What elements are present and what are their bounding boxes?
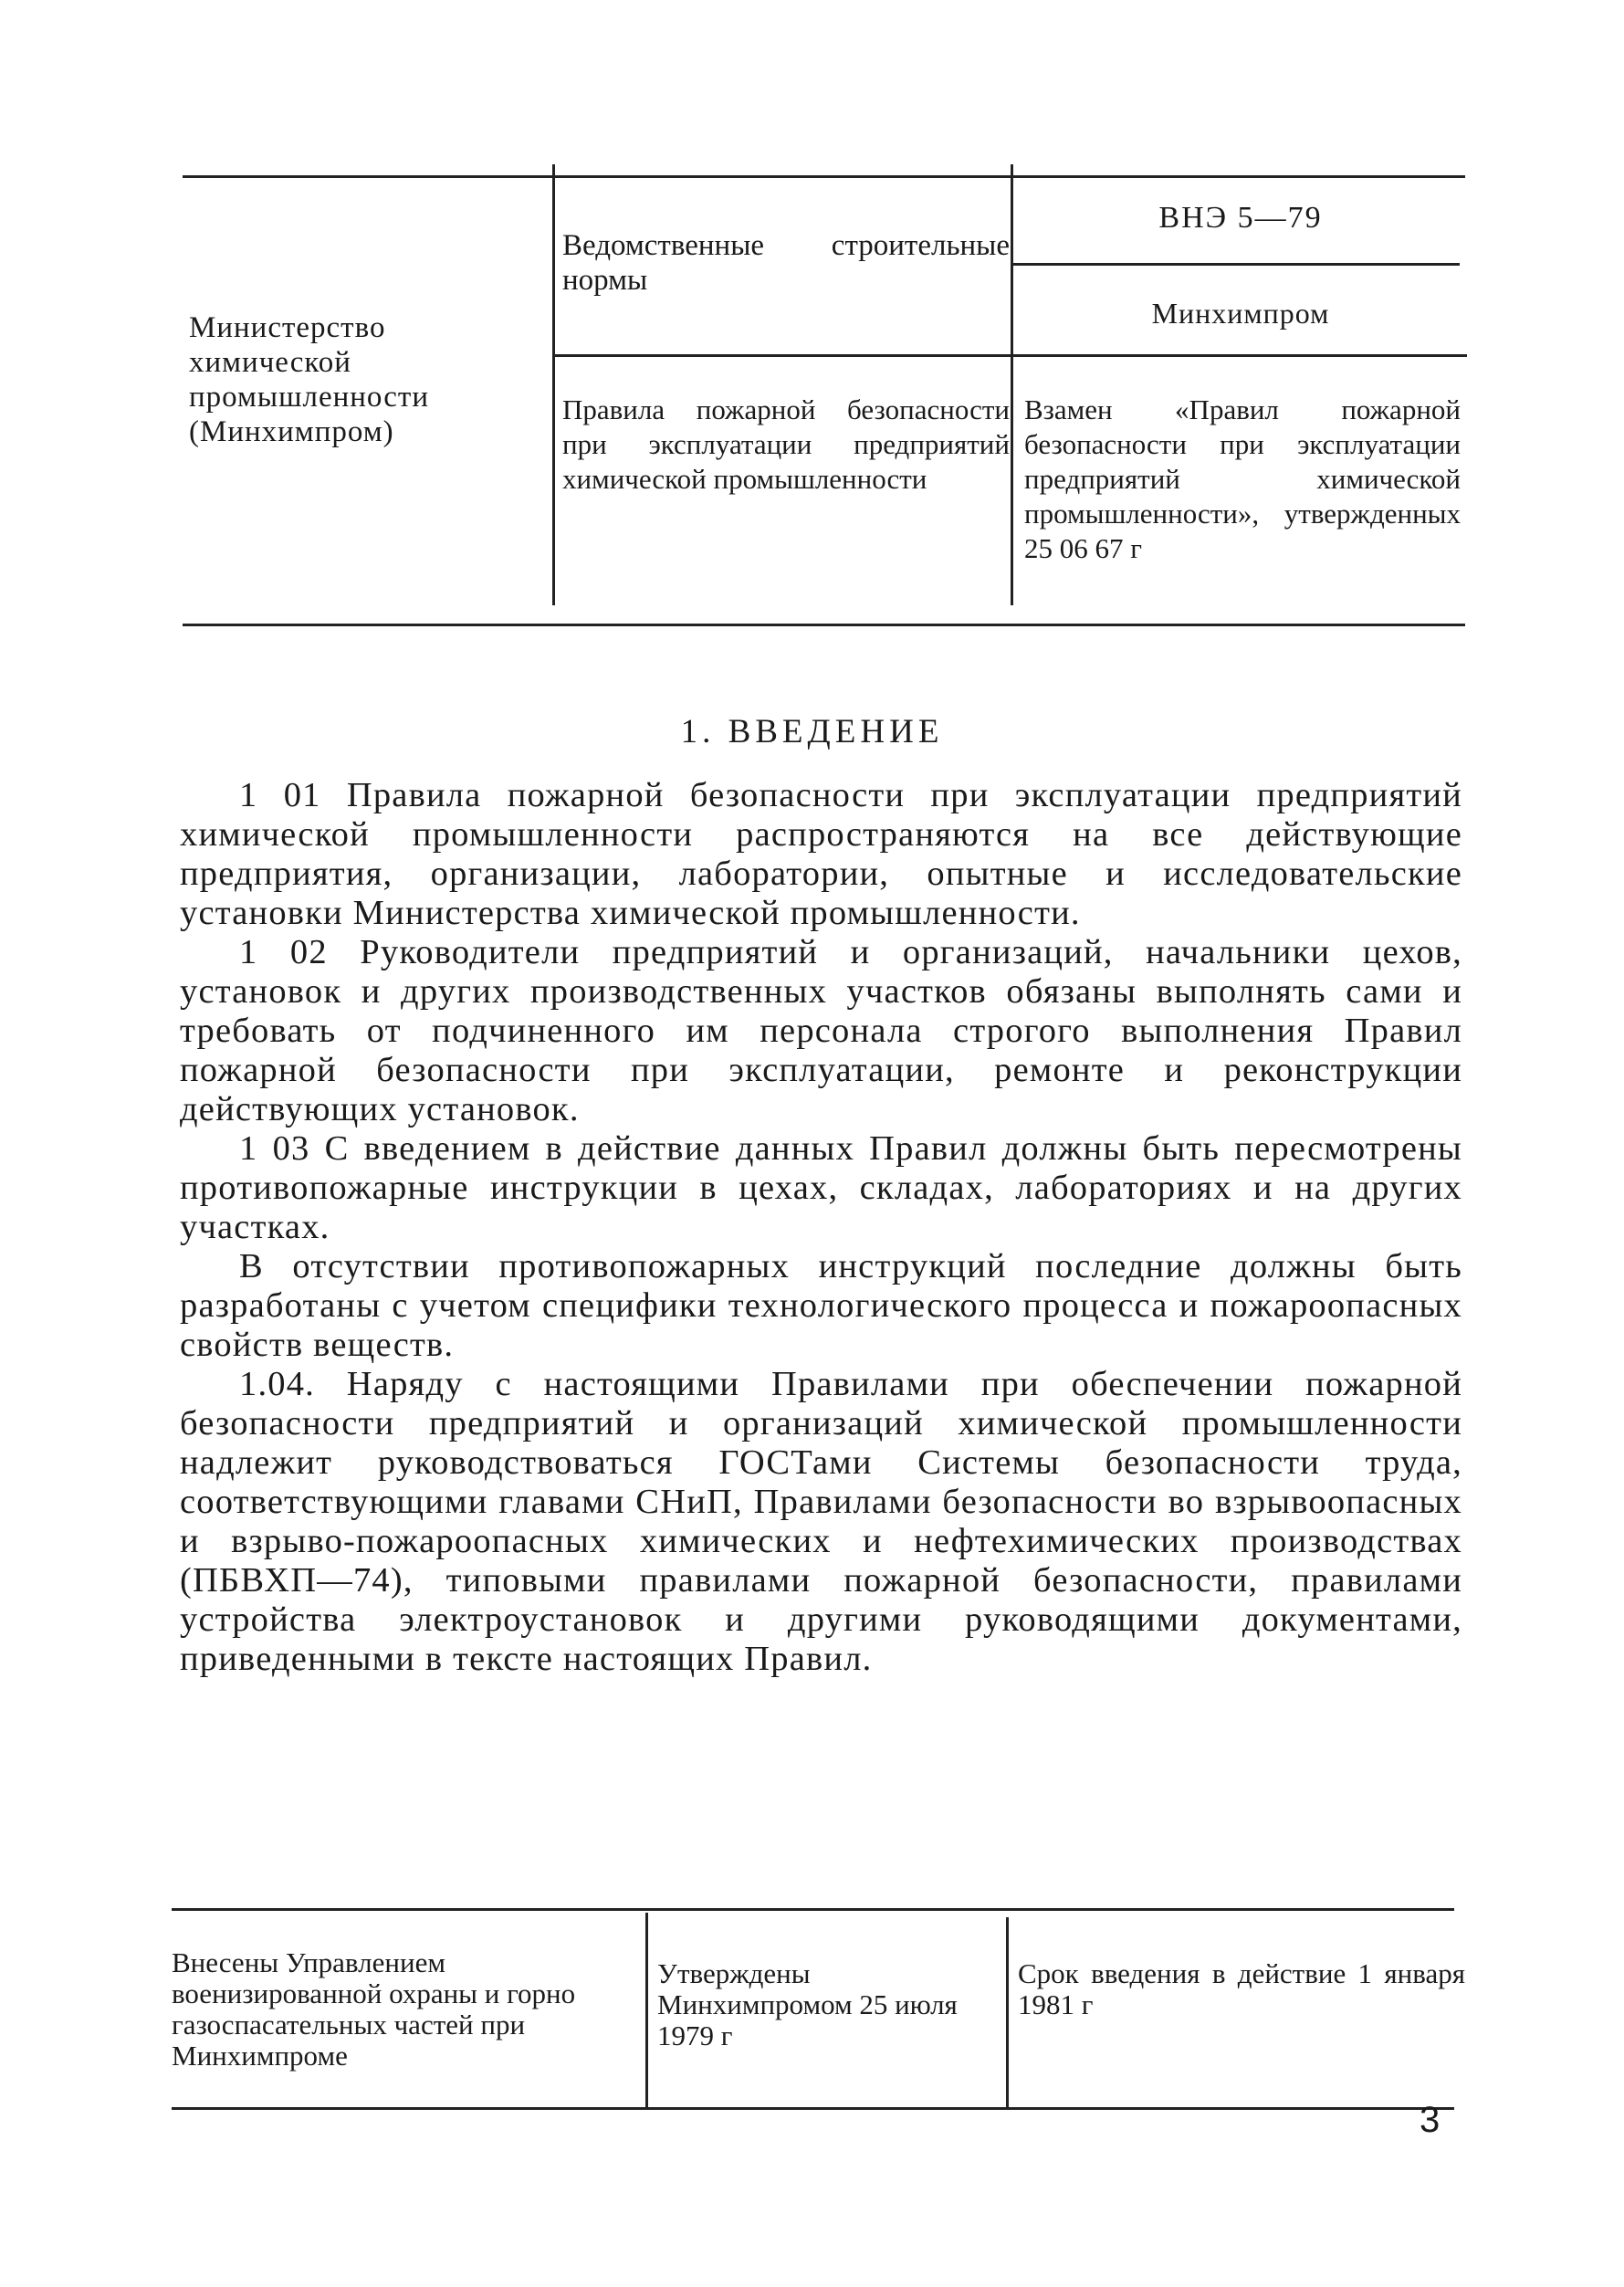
paragraph: 1 01 Правила пожарной безопасности при эксплуатации предприятий химической промышленности распространяются на все действующие предприятия, организации, лаборатории, опытные и исследовательские установки Министерства химической промышленности. (180, 776, 1462, 932)
header-middle-rule (554, 354, 1467, 357)
replaces-note: Взамен «Правил пожарной безопасности при эксплуатации предприятий химической промышленности», утвержденных 25 06 67 г (1024, 393, 1461, 564)
document-code: ВНЭ 5—79 (1158, 201, 1323, 235)
header-divider-left (552, 164, 555, 605)
footer-bottom-rule (172, 2107, 1454, 2110)
section-body (180, 776, 1462, 1679)
footer-divider-left (645, 1913, 648, 2109)
organization-short-name: Минхимпром (1151, 297, 1330, 330)
submitted-by: Внесены Управлением военизированной охраны и горно газоспасательных частей при Минхимпроме (172, 1946, 576, 2072)
paragraph: 1.04. Наряду с настоящими Правилами при обеспечении пожарной безопасности предприятий и организаций химической промышленности надлежит руководствоваться ГОСТами Системы безопасности труда, соответствующими главами СНиП, Правилами безопасности во взрывоопасных и взрыво-пожароопасных химических и нефтехимических производствах (ПБВХП—74), типовыми правилами пожарной безопасности, правилами устройства электроустановок и другими руководящими документами, приведенными в тексте настоящих Правил. (180, 1365, 1462, 1678)
section-title: 1. ВВЕДЕНИЕ (680, 713, 944, 750)
norms-type: Ведомственные строительные нормы (562, 229, 1010, 297)
approval-note: Утверждены Минхимпромом 25 июля 1979 г (657, 1957, 958, 2051)
header-code-rule (1012, 263, 1460, 266)
document-title: Правила пожарной безопасности при эксплуатации предприятий химической промышленности (562, 393, 1010, 495)
page-number: 3 (1420, 2100, 1441, 2140)
header-divider-right (1011, 164, 1013, 605)
header-bottom-rule (183, 624, 1465, 626)
paragraph: 1 03 С введением в действие данных Правил должны быть пересмотрены противопожарные инструкции в цехах, складах, лабораториях и на других участках. (180, 1129, 1462, 1246)
paragraph: 1 02 Руководители предприятий и организаций, начальники цехов, установок и других производственных участков обязаны выполнять сами и требовать от подчиненного им персонала строгого выполнения Правил пожарной безопасности при эксплуатации, ремонте и реконструкции действующих установок. (180, 933, 1462, 1128)
paragraph: В отсутствии противопожарных инструкций последние должны быть разработаны с учетом специфики технологического процесса и пожароопасных свойств веществ. (180, 1247, 1462, 1364)
effective-date: Срок введения в действие 1 января 1981 г (1018, 1957, 1465, 2020)
footer-top-rule (172, 1908, 1454, 1911)
header-top-rule (183, 175, 1465, 178)
ministry-name: Министерство химической промышленности (Минхимпром) (189, 311, 429, 448)
footer-divider-right (1006, 1917, 1009, 2109)
